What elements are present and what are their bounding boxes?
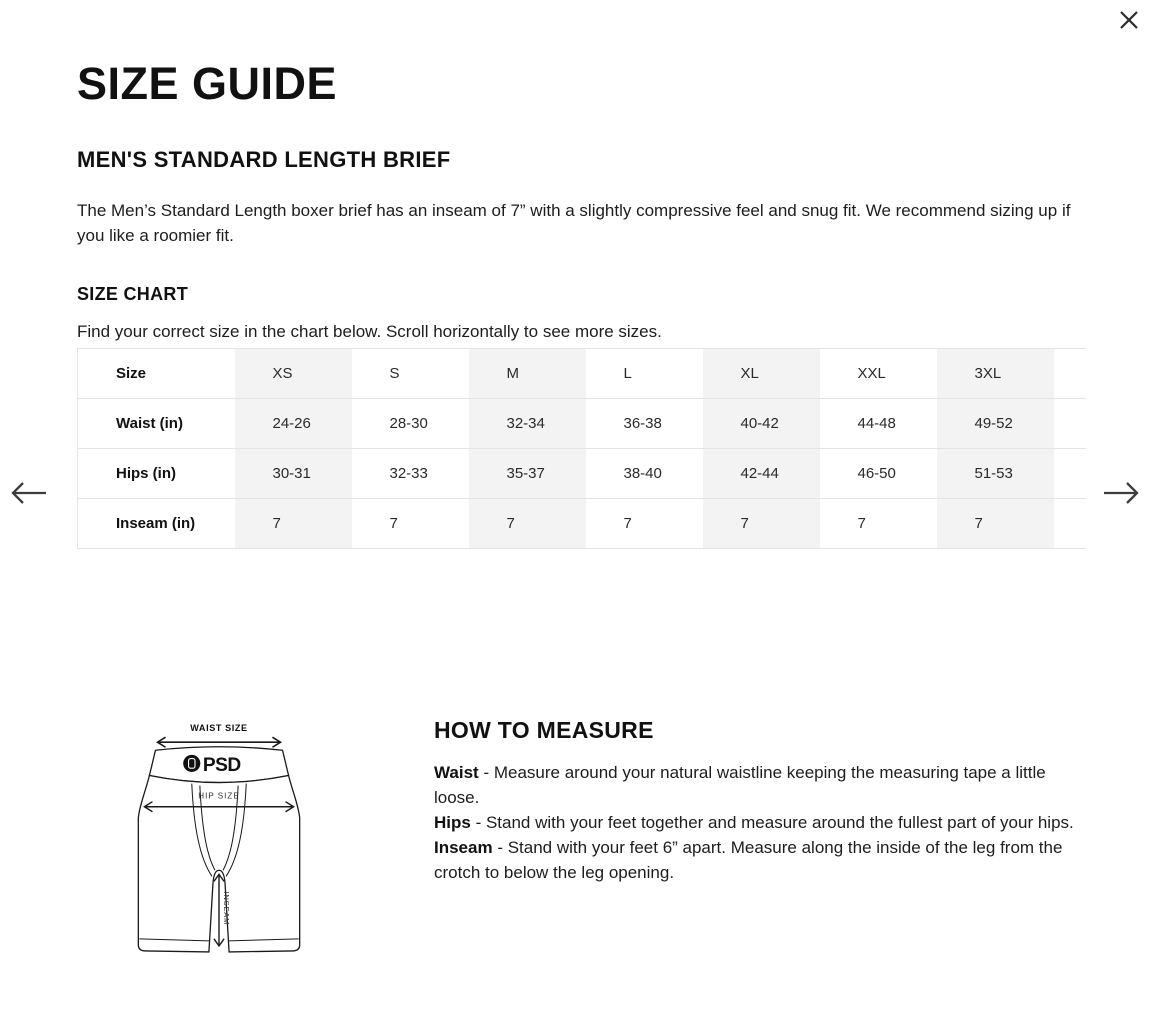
scroll-left-button[interactable] (8, 475, 50, 514)
table-header-s: S (389, 365, 400, 382)
inseam-value: 7 (857, 515, 866, 532)
how-to-measure-section (77, 717, 1086, 964)
hips-value: 30-31 (272, 465, 311, 482)
hips-value: 51-53 (974, 465, 1013, 482)
close-icon (1117, 8, 1141, 32)
hips-value: 35-37 (506, 465, 545, 482)
inseam-value: 7 (974, 515, 983, 532)
size-chart-heading: SIZE CHART (77, 284, 188, 304)
hips-value: 32-33 (389, 465, 428, 482)
waist-value: 40-42 (740, 415, 779, 432)
measure-term-inseam: Inseam (434, 838, 493, 857)
waist-value: 49-52 (974, 415, 1013, 432)
measure-item-inseam (434, 835, 1084, 885)
table-clipped-column-cell (1054, 499, 1087, 549)
measure-text-waist: - Measure around your natural waistline keeping the measuring tape a little loose. (434, 763, 1046, 807)
hips-value: 38-40 (623, 465, 662, 482)
size-table (77, 348, 1086, 549)
measure-item-hips (434, 810, 1084, 835)
measure-term-hips: Hips (434, 813, 471, 832)
size-chart-instruction: Find your correct size in the chart below. Scroll horizontally to see more sizes. (77, 322, 662, 341)
close-button[interactable] (1115, 6, 1143, 34)
inseam-value: 7 (389, 515, 398, 532)
inseam-label: INSEAM (222, 891, 232, 926)
measurement-diagram (133, 717, 305, 964)
arrow-left-icon (8, 475, 50, 511)
arrow-right-icon (1100, 475, 1142, 511)
waist-value: 44-48 (857, 415, 896, 432)
measure-item-waist (434, 760, 1084, 810)
how-to-measure-heading: HOW TO MEASURE (434, 717, 654, 743)
inseam-value: 7 (740, 515, 749, 532)
table-header-row (78, 349, 1087, 399)
table-row-waist (78, 399, 1087, 449)
product-description: The Men’s Standard Length boxer brief has an inseam of 7” with a slightly compressive feel and snug fit. We recommend sizing up if you like a roomier fit. (77, 201, 1071, 245)
table-header-3xl: 3XL (974, 365, 1002, 382)
waist-value: 24-26 (272, 415, 311, 432)
table-clipped-column-cell (1054, 449, 1087, 499)
waist-size-arrow (157, 737, 280, 747)
table-header-size: Size (116, 365, 147, 382)
waist-size-label: WAIST SIZE (190, 723, 248, 734)
psd-logo-text: PSD (202, 754, 241, 776)
measure-text-hips: - Stand with your feet together and measure around the fullest part of your hips. (475, 813, 1074, 832)
measure-text-inseam: - Stand with your feet 6” apart. Measure along the inside of the leg from the crotch to below the leg opening. (434, 838, 1063, 882)
hips-value: 42-44 (740, 465, 779, 482)
table-header-m: M (506, 365, 519, 382)
scroll-right-button[interactable] (1100, 475, 1142, 514)
table-row-hips (78, 449, 1087, 499)
table-header-xxl: XXL (857, 365, 886, 382)
table-header-l: L (623, 365, 632, 382)
table-row-inseam (78, 499, 1087, 549)
measure-term-waist: Waist (434, 763, 479, 782)
boxer-brief-illustration (133, 717, 305, 959)
waist-value: 28-30 (389, 415, 428, 432)
inseam-value: 7 (623, 515, 632, 532)
page-title: SIZE GUIDE (77, 58, 338, 109)
table-clipped-column-cell (1054, 349, 1087, 399)
waist-value: 36-38 (623, 415, 662, 432)
row-label-waist: Waist (in) (116, 415, 183, 432)
size-table-scroll-area[interactable] (77, 348, 1086, 549)
table-header-xl: XL (740, 365, 759, 382)
row-label-hips: Hips (in) (116, 465, 176, 482)
hip-size-label: HIP SIZE (198, 791, 240, 801)
inseam-value: 7 (272, 515, 281, 532)
table-header-xs: XS (272, 365, 293, 382)
row-label-inseam: Inseam (in) (116, 515, 196, 532)
hips-value: 46-50 (857, 465, 896, 482)
table-clipped-column-cell (1054, 399, 1087, 449)
inseam-value: 7 (506, 515, 515, 532)
product-subtitle: MEN'S STANDARD LENGTH BRIEF (77, 147, 451, 172)
waist-value: 32-34 (506, 415, 545, 432)
how-to-measure-text (434, 717, 1084, 885)
